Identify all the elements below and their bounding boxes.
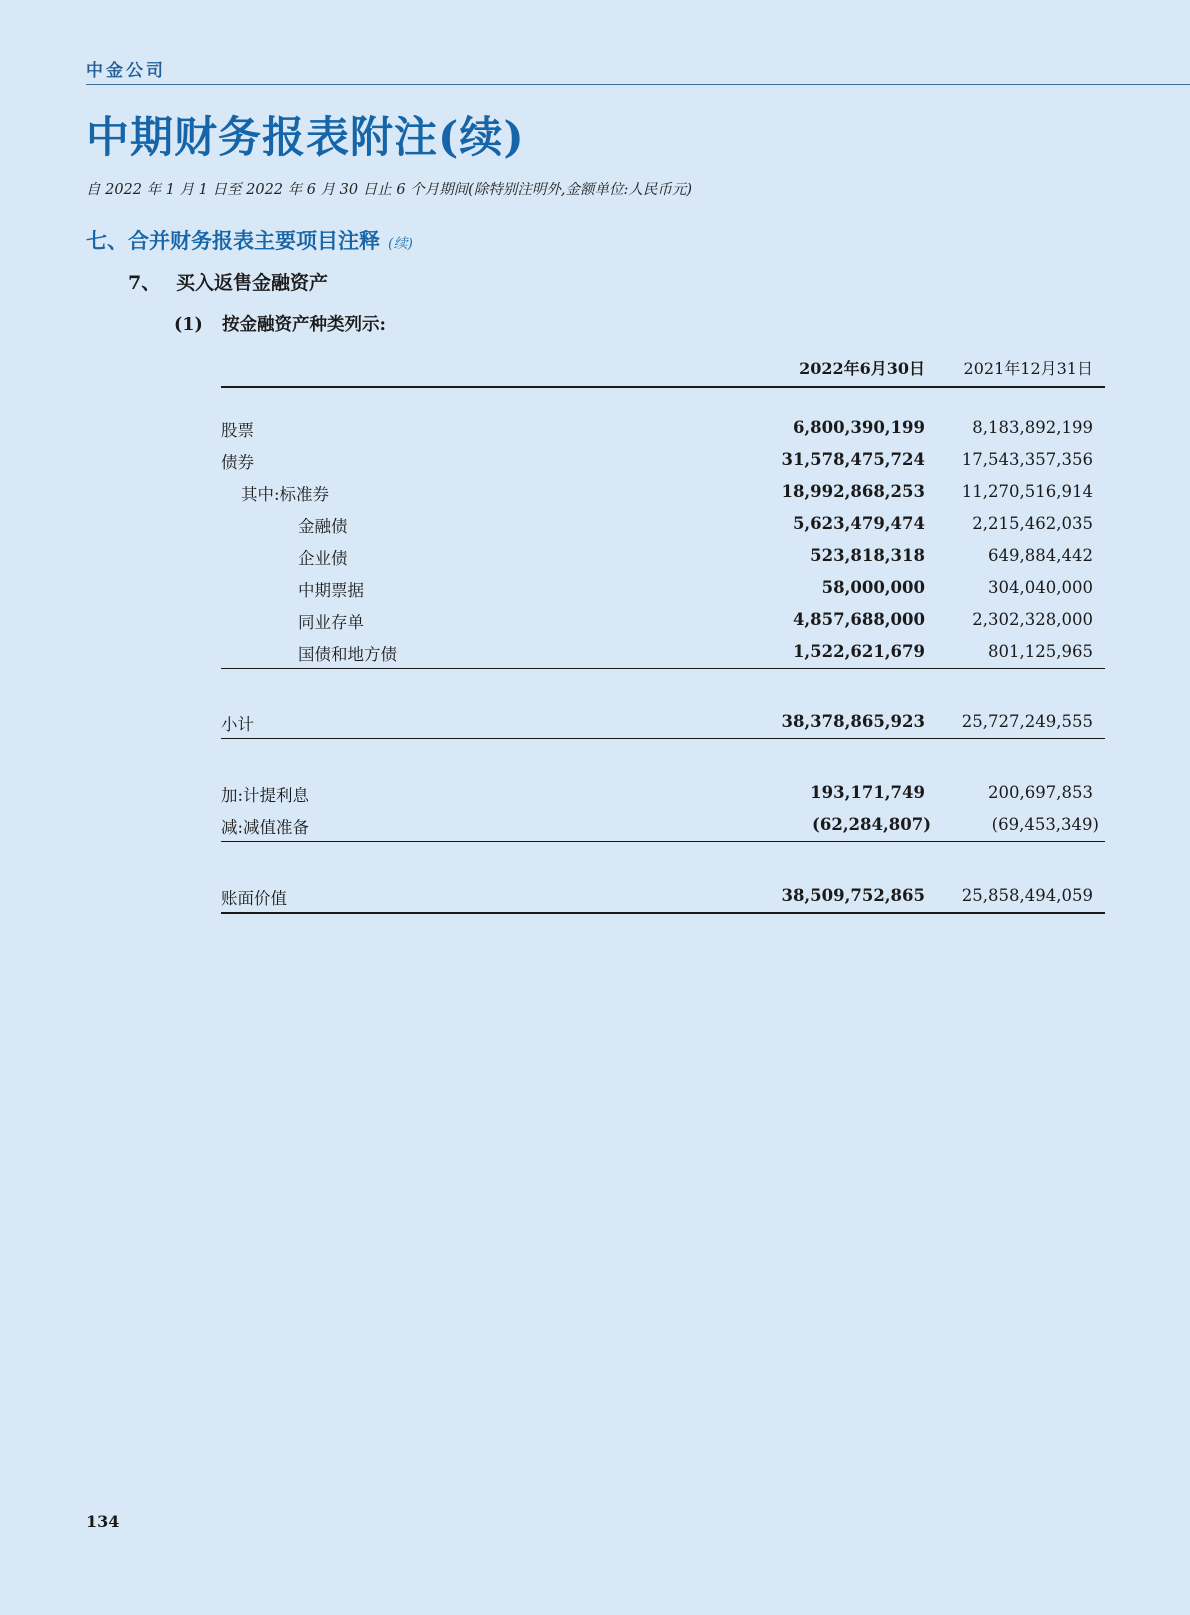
table-row [221, 444, 1105, 476]
value-2021: 17,543,357,356 [961, 450, 1093, 469]
value-2021: 2,302,328,000 [972, 610, 1093, 629]
financial-assets-table [221, 350, 1105, 914]
value-2022: 18,992,868,253 [781, 482, 925, 501]
spacer [221, 669, 1105, 706]
table-row [221, 412, 1105, 444]
period-subtitle: 自 2022 年 1 月 1 日至 2022 年 6 月 30 日止 6 个月期间(除特别注明外,金额单位:人民币元) [86, 182, 692, 198]
value-2022: 31,578,475,724 [781, 450, 925, 469]
value-2021: 200,697,853 [988, 783, 1093, 802]
value-2022: 38,509,752,865 [781, 886, 925, 905]
subsubsection-heading [174, 311, 386, 336]
table-row [221, 636, 1105, 669]
impairment-row [221, 809, 1105, 842]
subsection-title: 买入返售金融资产 [176, 272, 329, 294]
spacer [221, 842, 1105, 880]
row-label: 同业存单 [298, 613, 364, 632]
row-label: 加:计提利息 [221, 786, 310, 805]
row-label: 股票 [221, 421, 254, 440]
subsubsection-number: (1) [174, 315, 203, 335]
spacer [221, 739, 1105, 777]
value-2022: 5,623,479,474 [792, 514, 925, 533]
value-2021: 11,270,516,914 [961, 482, 1093, 501]
row-label: 中期票据 [298, 581, 364, 600]
value-2021: 649,884,442 [988, 546, 1093, 565]
company-name: 中金公司 [86, 61, 166, 81]
column-header-2021: 2021年12月31日 [963, 359, 1093, 378]
value-2021: 304,040,000 [988, 578, 1093, 597]
value-2021: 25,727,249,555 [961, 712, 1093, 731]
value-2022: 4,857,688,000 [792, 610, 925, 629]
page-number: 134 [86, 1512, 120, 1531]
add-interest-row [221, 777, 1105, 809]
value-2021: (69,453,349) [991, 815, 1099, 834]
row-label: 其中:标准券 [241, 485, 330, 504]
value-2021: 2,215,462,035 [972, 514, 1093, 533]
table-row [221, 604, 1105, 636]
table-row [221, 540, 1105, 572]
value-2022: 523,818,318 [810, 546, 925, 565]
value-2022: 6,800,390,199 [792, 418, 925, 437]
row-label: 国债和地方债 [298, 645, 397, 664]
spacer [221, 388, 1105, 412]
section-heading-text: 七、合并财务报表主要项目注释 [86, 229, 380, 253]
subsection-heading [128, 268, 328, 295]
table-row [221, 476, 1105, 508]
value-2022: 1,522,621,679 [792, 642, 925, 661]
value-2022: (62,284,807) [812, 815, 931, 834]
row-label: 企业债 [298, 549, 348, 568]
table-row [221, 508, 1105, 540]
subsection-number: 7、 [128, 272, 161, 294]
value-2022: 193,171,749 [810, 783, 925, 802]
row-label: 账面价值 [221, 889, 287, 908]
page-title: 中期财务报表附注(续) [86, 113, 525, 163]
value-2021: 801,125,965 [988, 642, 1093, 661]
value-2022: 58,000,000 [821, 578, 925, 597]
section-continued-note: (续) [388, 236, 413, 252]
table-row [221, 572, 1105, 604]
value-2021: 25,858,494,059 [961, 886, 1093, 905]
row-label: 减:减值准备 [221, 818, 310, 837]
row-label: 小计 [221, 715, 254, 734]
subtotal-row [221, 706, 1105, 739]
total-row [221, 880, 1105, 914]
value-2022: 38,378,865,923 [781, 712, 925, 731]
section-heading [86, 225, 413, 255]
header-rule [86, 84, 1190, 85]
row-label: 债券 [221, 453, 254, 472]
column-header-2022: 2022年6月30日 [799, 359, 925, 378]
table-header [221, 350, 1105, 388]
subsubsection-title: 按金融资产种类列示: [222, 315, 386, 335]
row-label: 金融债 [298, 517, 348, 536]
value-2021: 8,183,892,199 [972, 418, 1093, 437]
